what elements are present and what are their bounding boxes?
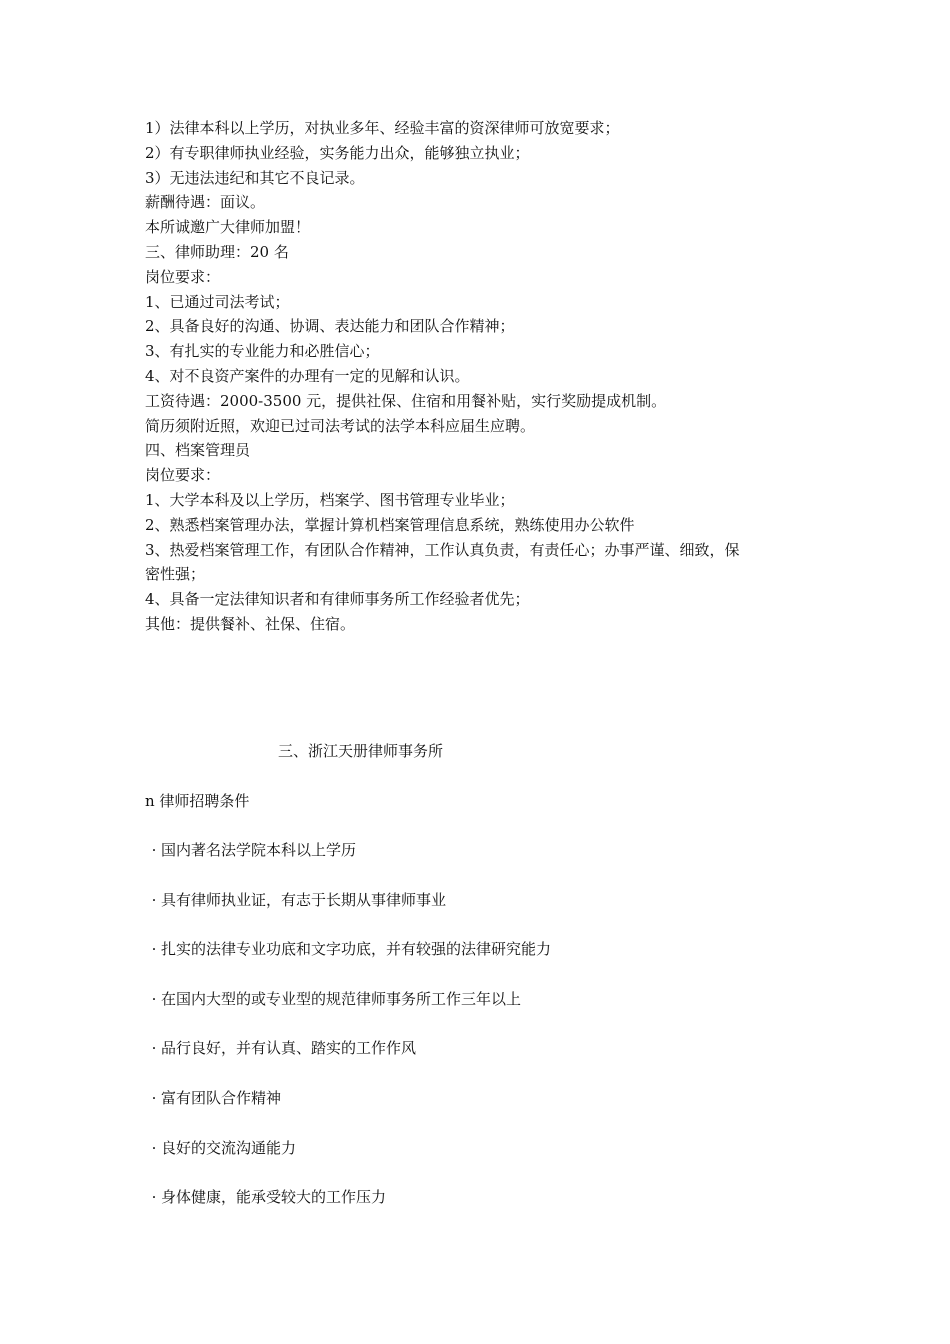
text-line: 工资待遇：2000-3500 元，提供社保、住宿和用餐补贴，实行奖励提成机制。 bbox=[145, 391, 667, 410]
text-line: 3、热爱档案管理工作，有团队合作精神，工作认真负责，有责任心；办事严谨、细致，保 bbox=[145, 540, 740, 559]
list-item-text: 扎实的法律专业功底和文字功底，并有较强的法律研究能力 bbox=[161, 940, 552, 959]
recruitment-text-block bbox=[145, 116, 825, 637]
list-item bbox=[147, 1137, 807, 1159]
list-item-text: 身体健康，能承受较大的工作压力 bbox=[161, 1188, 387, 1207]
list-item bbox=[147, 889, 807, 911]
conditions-list bbox=[147, 839, 807, 1236]
bullet-dot-icon: · bbox=[151, 940, 157, 959]
text-line: 2、具备良好的沟通、协调、表达能力和团队合作精神； bbox=[145, 317, 515, 336]
text-line: 2、熟悉档案管理办法，掌握计算机档案管理信息系统，熟练使用办公软件 bbox=[145, 515, 635, 534]
text-line: 薪酬待遇：面议。 bbox=[145, 193, 266, 212]
list-item-text: 国内著名法学院本科以上学历 bbox=[161, 841, 357, 859]
text-line: 2）有专职律师执业经验，实务能力出众，能够独立执业； bbox=[145, 143, 530, 162]
text-line: 1、大学本科及以上学历，档案学、图书管理专业毕业； bbox=[145, 490, 515, 509]
text-line: 本所诚邀广大律师加盟！ bbox=[145, 218, 311, 237]
text-line: 3）无违法违纪和其它不良记录。 bbox=[145, 168, 365, 187]
list-item-text: 良好的交流沟通能力 bbox=[161, 1138, 297, 1157]
list-item-text: 品行良好，并有认真、踏实的工作作风 bbox=[161, 1039, 417, 1058]
section-heading: 四、档案管理员 bbox=[145, 441, 251, 460]
bullet-dot-icon: · bbox=[151, 1088, 157, 1107]
text-line: 岗位要求： bbox=[145, 466, 221, 485]
bullet-dot-icon: · bbox=[151, 1039, 157, 1058]
text-line: 其他：提供餐补、社保、住宿。 bbox=[145, 614, 356, 633]
bullet-dot-icon: · bbox=[151, 989, 157, 1008]
list-item bbox=[147, 1037, 807, 1059]
section-heading: 三、律师助理：20 名 bbox=[145, 242, 289, 261]
text-line: 简历须附近照，欢迎已过司法考试的法学本科应届生应聘。 bbox=[145, 416, 536, 435]
bullet-dot-icon: · bbox=[151, 841, 157, 859]
bullet-dot-icon: · bbox=[151, 1138, 157, 1157]
text-line: 1、已通过司法考试； bbox=[145, 292, 290, 311]
list-item bbox=[147, 938, 807, 960]
text-line: 4、对不良资产案件的办理有一定的见解和认识。 bbox=[145, 366, 470, 385]
list-item-text: 富有团队合作精神 bbox=[161, 1088, 282, 1107]
bullet-dot-icon: · bbox=[151, 890, 157, 909]
recruitment-conditions-heading: n 律师招聘条件 bbox=[145, 792, 250, 810]
text-line: 岗位要求： bbox=[145, 267, 221, 286]
firm-section-title: 三、浙江天册律师事务所 bbox=[278, 742, 444, 760]
text-line: 3、有扎实的专业能力和必胜信心； bbox=[145, 342, 380, 361]
text-line: 密性强； bbox=[145, 565, 206, 584]
list-item-text: 具有律师执业证，有志于长期从事律师事业 bbox=[161, 890, 447, 909]
list-item bbox=[147, 1087, 807, 1109]
list-item bbox=[147, 1186, 807, 1208]
bullet-dot-icon: · bbox=[151, 1188, 157, 1207]
text-line: 4、具备一定法律知识者和有律师事务所工作经验者优先； bbox=[145, 590, 530, 609]
text-line: 1）法律本科以上学历，对执业多年、经验丰富的资深律师可放宽要求； bbox=[145, 119, 620, 137]
list-item-text: 在国内大型的或专业型的规范律师事务所工作三年以上 bbox=[161, 989, 522, 1008]
list-item bbox=[147, 988, 807, 1010]
list-item bbox=[147, 839, 807, 861]
